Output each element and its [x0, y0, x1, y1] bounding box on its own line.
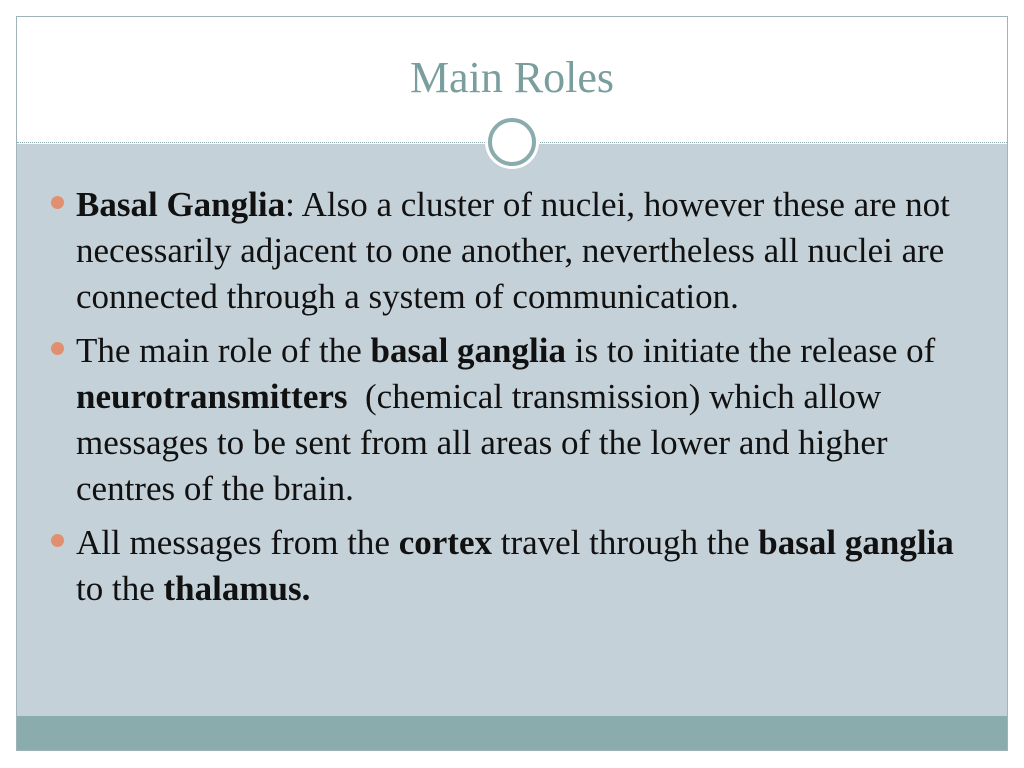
bullet-list	[47, 182, 977, 612]
bullet-text: All messages from the	[76, 523, 399, 562]
bullet-item-messages	[47, 520, 977, 612]
body-content	[47, 182, 977, 620]
bullet-item-basal-ganglia	[47, 182, 977, 320]
bullet-text: : Also a cluster of nuclei, however these are not necessarily adjacent to one another, nevertheless all nuclei are connected through a system of communication.	[76, 185, 950, 316]
term-basal-ganglia: basal ganglia	[758, 523, 954, 562]
bullet-item-main-role	[47, 328, 977, 512]
slide	[16, 16, 1008, 751]
term-thalamus: thalamus.	[163, 569, 311, 608]
bullet-dot-icon	[51, 534, 64, 547]
bullet-dot-icon	[51, 196, 64, 209]
term-basal-ganglia: Basal Ganglia	[76, 185, 286, 224]
bullet-dot-icon	[51, 342, 64, 355]
slide-title: Main Roles	[409, 53, 615, 102]
bullet-text: The main role of the	[76, 331, 371, 370]
bullet-text: to the	[76, 569, 164, 608]
term-cortex: cortex	[398, 523, 492, 562]
term-basal-ganglia: basal ganglia	[370, 331, 566, 370]
term-neurotransmitters: neurotransmitters	[76, 377, 348, 416]
circle-ornament-icon	[484, 114, 540, 170]
bullet-text: (chemical transmission) which allow messages to be sent from all areas of the lower and higher centres of the brain.	[76, 377, 897, 508]
bullet-text: is to initiate the release of	[565, 331, 936, 370]
bullet-text: travel through the	[491, 523, 759, 562]
footer-band	[17, 716, 1007, 750]
